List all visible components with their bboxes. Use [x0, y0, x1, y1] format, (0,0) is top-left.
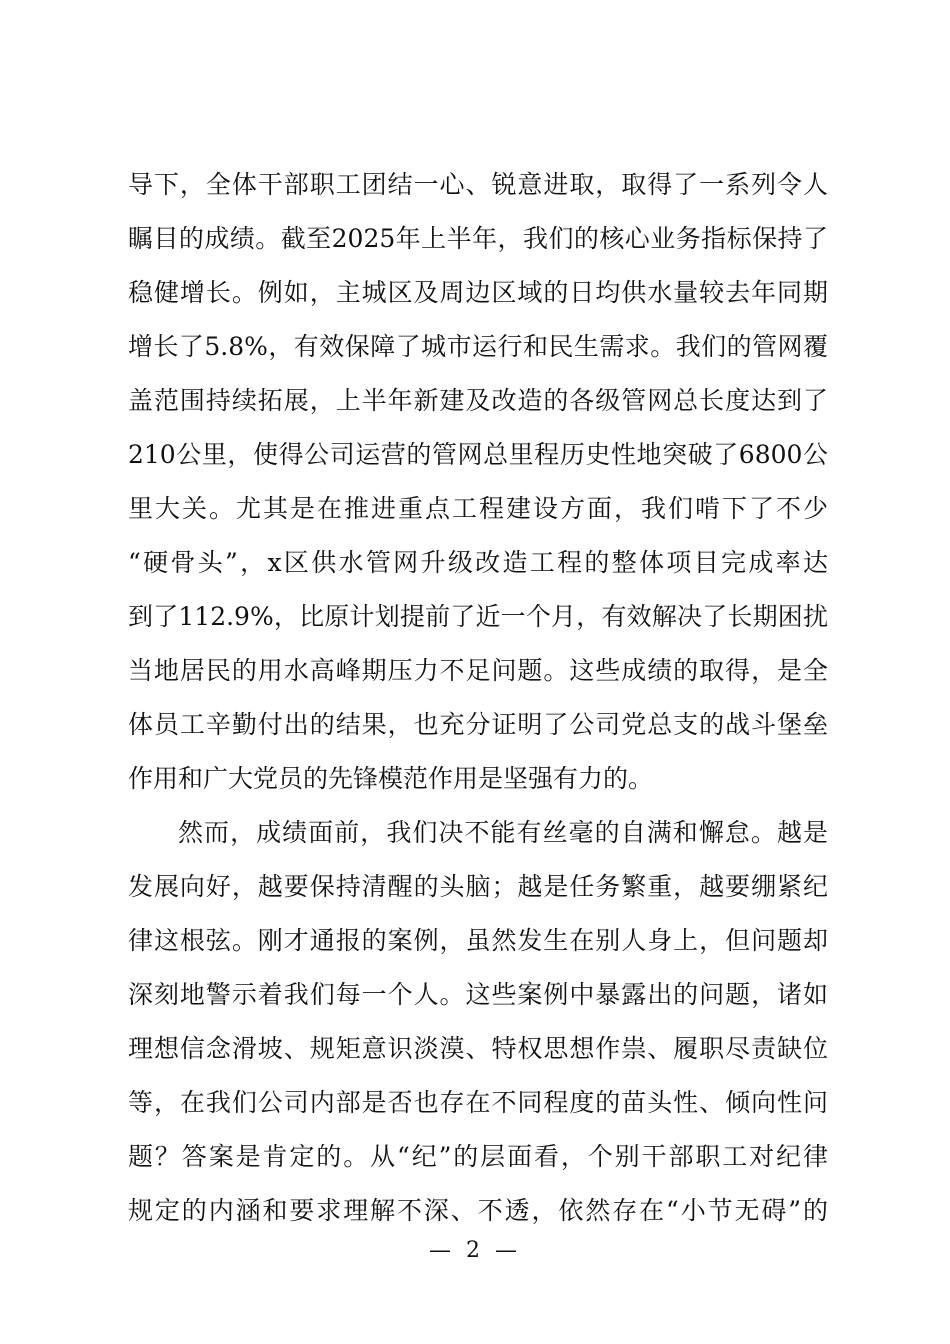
text-line: 作用和广大党员的先锋模范作用是坚强有力的。 — [128, 764, 654, 793]
text-line: 等，在我们公司内部是否也存在不同程度的苗头性、倾向性问 — [128, 1088, 828, 1117]
text-line: 体员工辛勤付出的结果，也充分证明了公司党总支的战斗堡垒 — [128, 710, 828, 739]
text-line: 然而，成绩面前，我们决不能有丝毫的自满和懈怠。越是 — [178, 818, 828, 847]
text-line: 210公里，使得公司运营的管网总里程历史性地突破了6800公 — [128, 440, 828, 469]
text-line: 发展向好，越要保持清醒的头脑；越是任务繁重，越要绷紧纪 — [128, 872, 828, 901]
text-line: 规定的内涵和要求理解不深、不透，依然存在“小节无碍”的 — [128, 1196, 828, 1225]
text-line: 瞩目的成绩。截至2025年上半年，我们的核心业务指标保持了 — [128, 224, 828, 253]
text-line: 理想信念滑坡、规矩意识淡漠、特权思想作祟、履职尽责缺位 — [128, 1034, 828, 1063]
body-text — [128, 158, 828, 1238]
text-line: 盖范围持续拓展，上半年新建及改造的各级管网总长度达到了 — [128, 386, 828, 415]
paragraph-2 — [128, 806, 828, 1238]
text-line: 稳健增长。例如，主城区及周边区域的日均供水量较去年同期 — [128, 278, 828, 307]
text-line: 题？答案是肯定的。从“纪”的层面看，个别干部职工对纪律 — [128, 1142, 828, 1171]
text-line: “硬骨头”，x区供水管网升级改造工程的整体项目完成率达 — [128, 548, 828, 577]
text-line: 到了112.9%，比原计划提前了近一个月，有效解决了长期困扰 — [128, 602, 828, 631]
text-line: 增长了5.8%，有效保障了城市运行和民生需求。我们的管网覆 — [128, 332, 828, 361]
text-line: 里大关。尤其是在推进重点工程建设方面，我们啃下了不少 — [128, 494, 828, 523]
page-number: — 2 — — [429, 1238, 521, 1263]
text-line: 深刻地警示着我们每一个人。这些案例中暴露出的问题，诸如 — [128, 980, 828, 1009]
text-line: 律这根弦。刚才通报的案例，虽然发生在别人身上，但问题却 — [128, 926, 828, 955]
paragraph-1 — [128, 158, 828, 806]
text-line: 导下，全体干部职工团结一心、锐意进取，取得了一系列令人 — [128, 170, 828, 199]
text-line: 当地居民的用水高峰期压力不足问题。这些成绩的取得，是全 — [128, 656, 828, 685]
